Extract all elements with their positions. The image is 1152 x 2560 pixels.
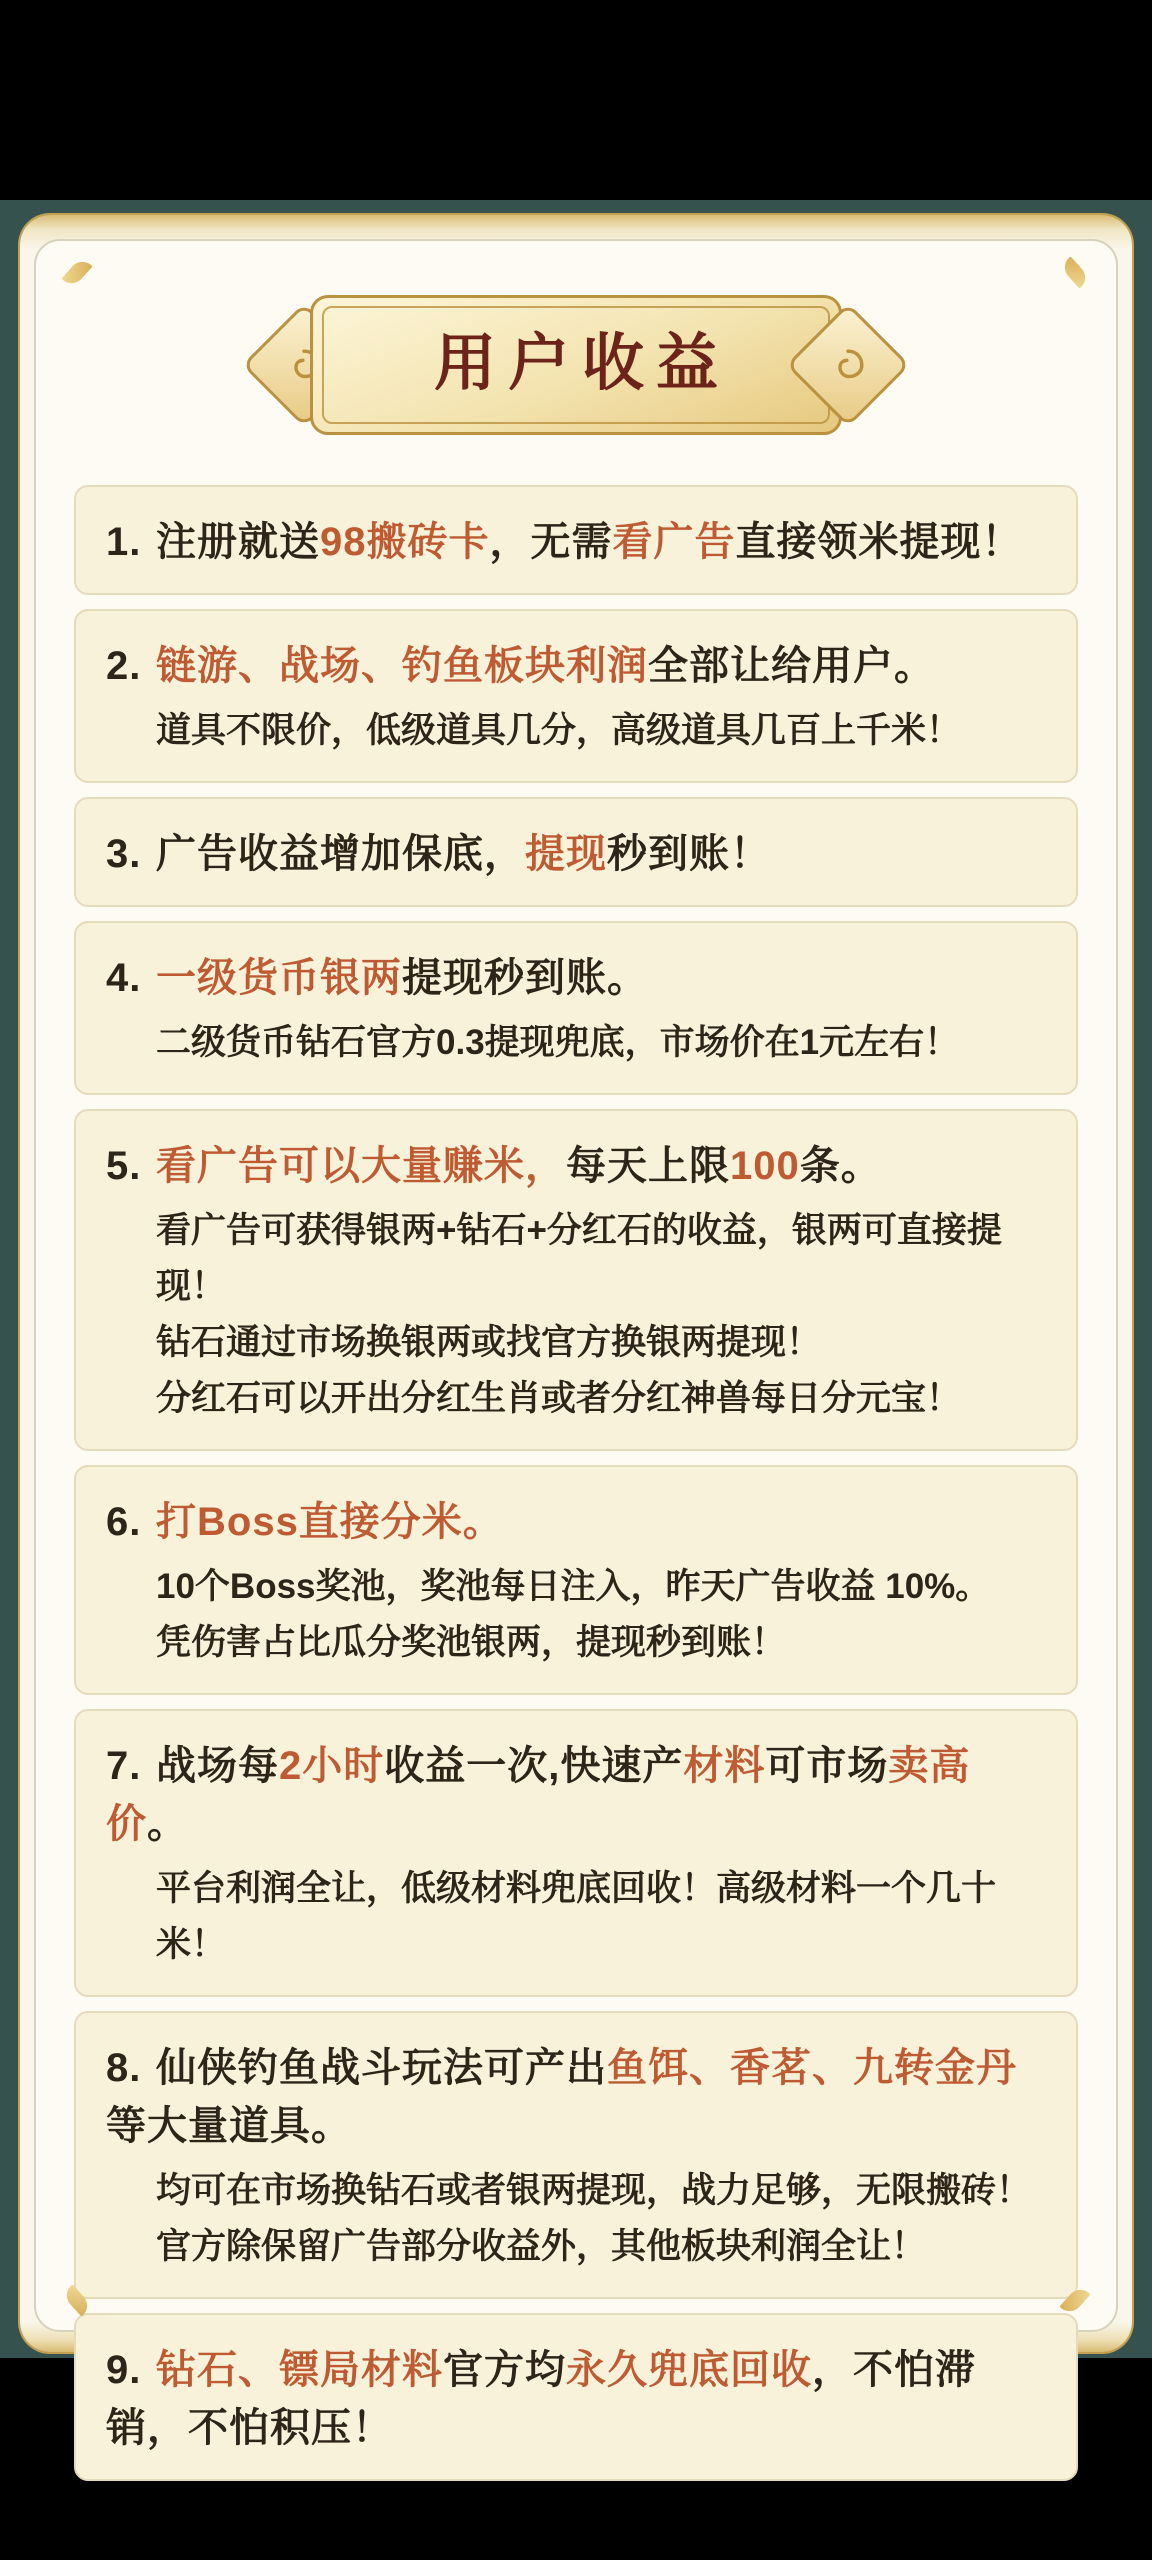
title-segment: 2小时 [279,1744,385,1788]
page-title: 用户收益 [433,329,730,398]
benefit-number: 5. [106,1144,142,1188]
title-segment: 官方均 [443,2348,566,2392]
title-segment: 等大量道具。 [106,2104,352,2148]
benefit-title [106,637,1046,695]
benefit-title [106,2341,1046,2457]
title-segment: 材料 [683,1744,766,1788]
title-segment: 一级货币银两 [156,956,402,1000]
title-segment: 提现 [525,832,607,876]
title-segment: 100 [730,1144,800,1188]
benefit-item [74,485,1078,595]
title-segment: 仙侠钓鱼战斗玩法可产出 [156,2046,607,2090]
title-segment: 钻石、镖局材料 [156,2348,443,2392]
title-segment: 看广告 [612,520,736,564]
benefit-subline: 看广告可获得银两+钻石+分红石的收益，银两可直接提现！ [156,1211,1002,1306]
benefit-subline: 10个Boss奖池，奖池每日注入，昨天广告收益 10%。 [156,1567,991,1606]
benefit-subline: 二级货币钻石官方0.3提现兜底，市场价在1元左右！ [156,1023,960,1062]
benefit-title [106,1737,1046,1853]
title-segment: 每天上限 [566,1144,730,1188]
title-segment: 秒到账！ [607,832,771,876]
benefit-item [74,609,1078,783]
title-segment: 打Boss直接分米。 [156,1500,504,1544]
title-segment: 战场每 [156,1744,279,1788]
title-segment: 全部让给用户。 [648,644,935,688]
benefit-number: 6. [106,1500,142,1544]
benefit-sublines [106,703,1046,759]
title-segment: 98搬砖卡 [320,520,490,564]
title-segment: 注册就送 [156,520,320,564]
benefit-number: 3. [106,832,142,876]
title-segment: 广告收益增加保底， [156,832,525,876]
title-segment: 收益一次,快速产 [384,1744,684,1788]
gold-leaf-ornament-icon [1059,256,1090,288]
title-segment: 看广告可以大量赚米， [156,1144,566,1188]
benefit-sublines [106,1203,1046,1427]
benefit-number: 4. [106,956,142,1000]
title-banner [266,295,886,435]
benefit-number: 1. [106,520,142,564]
benefit-item [74,2313,1078,2481]
benefit-subline: 均可在市场换钻石或者银两提现，战力足够，无限搬砖！ [156,2171,1032,2210]
benefit-number: 2. [106,644,142,688]
title-segment: ，不怕滞销，不怕积压！ [106,2348,976,2450]
title-segment: 链游、战场、钓鱼板块利润 [156,644,648,688]
benefit-title [106,825,1046,883]
benefit-item [74,1465,1078,1695]
benefit-title [106,1137,1046,1195]
title-segment: 提现秒到账。 [402,956,648,1000]
benefit-sublines [106,1015,1046,1071]
benefit-number: 9. [106,2348,142,2392]
title-segment: 条。 [799,1144,882,1188]
benefit-sublines [106,1861,1046,1973]
title-segment: 卖高价 [106,1744,971,1846]
title-segment: 鱼饵、香茗、九转金丹 [607,2046,1017,2090]
benefit-number: 7. [106,1744,142,1788]
benefit-subline: 分红石可以开出分红生肖或者分红神兽每日分元宝！ [156,1379,962,1418]
benefit-title [106,513,1046,571]
benefit-item [74,1109,1078,1451]
benefit-item [74,797,1078,907]
benefit-subline: 钻石通过市场换银两或找官方换银两提现！ [156,1323,822,1362]
gold-leaf-ornament-icon [61,256,92,288]
benefit-subline: 道具不限价，低级道具几分，高级道具几百上千米！ [156,711,962,750]
title-segment: 直接领米提现！ [735,520,1023,564]
benefit-subline: 凭伤害占比瓜分奖池银两，提现秒到账！ [156,1623,787,1662]
benefit-subline: 官方除保留广告部分收益外，其他板块利润全让！ [156,2227,927,2266]
title-segment: 永久兜底回收 [566,2348,812,2392]
benefit-sublines [106,2163,1046,2275]
benefits-card [20,215,1132,2450]
benefits-list [74,485,1078,2481]
benefit-item [74,2011,1078,2299]
benefit-title [106,1493,1046,1551]
benefit-number: 8. [106,2046,142,2090]
title-segment: ，无需 [489,520,613,564]
benefit-item [74,1709,1078,1997]
benefit-title [106,2039,1046,2155]
title-segment: 。 [147,1802,188,1846]
benefit-subline: 平台利润全让，低级材料兜底回收！高级材料一个几十米！ [156,1869,997,1964]
title-segment: 可市场 [765,1744,889,1788]
benefit-sublines [106,1559,1046,1671]
benefit-item [74,921,1078,1095]
card-inner-panel [34,239,1118,2450]
benefit-title [106,949,1046,1007]
